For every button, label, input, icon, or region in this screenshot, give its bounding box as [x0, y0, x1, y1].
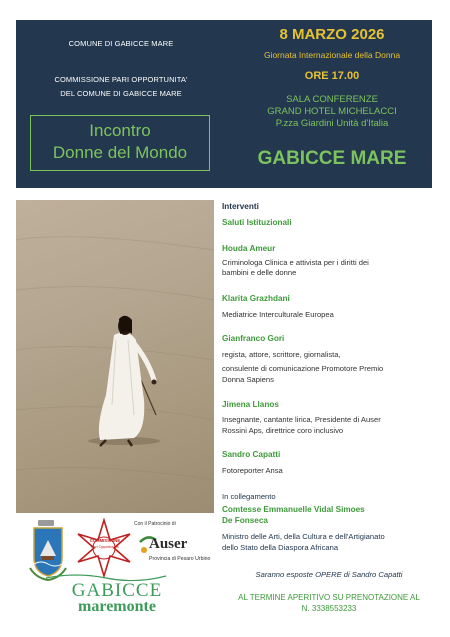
- brand-maremonte: maremonte: [78, 598, 156, 615]
- speaker-desc: Donna Sapiens: [222, 375, 274, 384]
- interventi-heading: Interventi: [222, 202, 259, 211]
- exhibit-note: Saranno esposte OPERE di Sandro Capatti: [255, 570, 403, 579]
- speaker-desc: Insegnante, cantante lirica, Presidente di Auser: [222, 415, 381, 424]
- municipality-label: COMUNE DI GABICCE MARE: [68, 39, 174, 48]
- speaker-desc: Fotoreporter Ansa: [222, 466, 283, 475]
- speaker-desc: Mediatrice Interculturale Europea: [222, 310, 334, 319]
- commission-line2: DEL COMUNE DI GABICCE MARE: [60, 89, 182, 98]
- star-logo-subtitle: Pari Opportunita': [90, 545, 120, 549]
- auser-subtitle: Provincia di Pesaro Urbino: [149, 556, 211, 562]
- speaker-desc: Criminologa Clinica e attivista per i diritti dei: [222, 258, 369, 267]
- speaker-desc: Rossini Aps, direttrice coro inclusivo: [222, 426, 344, 435]
- aperitivo-line1: AL TERMINE APERITIVO SU PRENOTAZIONE AL: [238, 593, 420, 602]
- event-day-name: Giornata Internazionale della Donna: [263, 50, 401, 60]
- event-time: ORE 17.00: [304, 70, 360, 82]
- auser-logo-text: Auser: [149, 536, 188, 552]
- event-title-box: [30, 115, 210, 171]
- event-title-line2: Donne del Mondo: [52, 143, 188, 162]
- star-logo-title: COMMISSIONE: [89, 538, 121, 543]
- speaker-desc: consulente di comunicazione Promotore Premio: [222, 364, 384, 373]
- collegamento-label: In collegamento: [222, 492, 276, 501]
- venue-line3: P.zza Giardini Unità d'Italia: [275, 118, 389, 129]
- remote-speaker-name: Comtesse Emmanuelle Vidal Simoes: [222, 505, 365, 514]
- event-date: 8 MARZO 2026: [279, 26, 385, 43]
- woman-walking-photo: [16, 200, 214, 513]
- venue-line2: GRAND HOTEL MICHELACCI: [267, 106, 397, 117]
- speaker-name: Houda Ameur: [222, 244, 276, 253]
- event-city: GABICCE MARE: [257, 148, 407, 169]
- remote-speaker-name: De Fonseca: [222, 516, 268, 525]
- speaker-desc: bambini e delle donne: [222, 268, 297, 277]
- speaker-desc: regista, attore, scrittore, giornalista,: [222, 350, 341, 359]
- venue-line1: SALA CONFERENZE: [286, 94, 378, 105]
- speaker-name: Sandro Capatti: [222, 450, 281, 459]
- event-title-line1: Incontro: [89, 121, 151, 140]
- remote-speaker-desc: dello Stato della Diaspora Africana: [222, 543, 339, 552]
- speaker-name: Gianfranco Gori: [222, 334, 285, 343]
- event-venue: [234, 94, 430, 130]
- speaker-name: Jimena Llanos: [222, 400, 279, 409]
- gabicce-crest-icon: [30, 520, 66, 580]
- brand-gabicce: GABICCE: [71, 580, 163, 601]
- patrocinio-label: Con il Patrocinio di: [134, 521, 176, 527]
- commission-line1: COMMISSIONE PARI OPPORTUNITA': [54, 75, 188, 84]
- speaker-name: Klarita Grazhdani: [222, 294, 290, 303]
- remote-speaker-desc: Ministro delle Arti, della Cultura e dell'Artigianato: [222, 532, 385, 541]
- header-band: [16, 20, 432, 188]
- aperitivo-line2: N. 3338553233: [301, 604, 357, 613]
- saluti-istituzionali: Saluti Istituzionali: [222, 218, 292, 227]
